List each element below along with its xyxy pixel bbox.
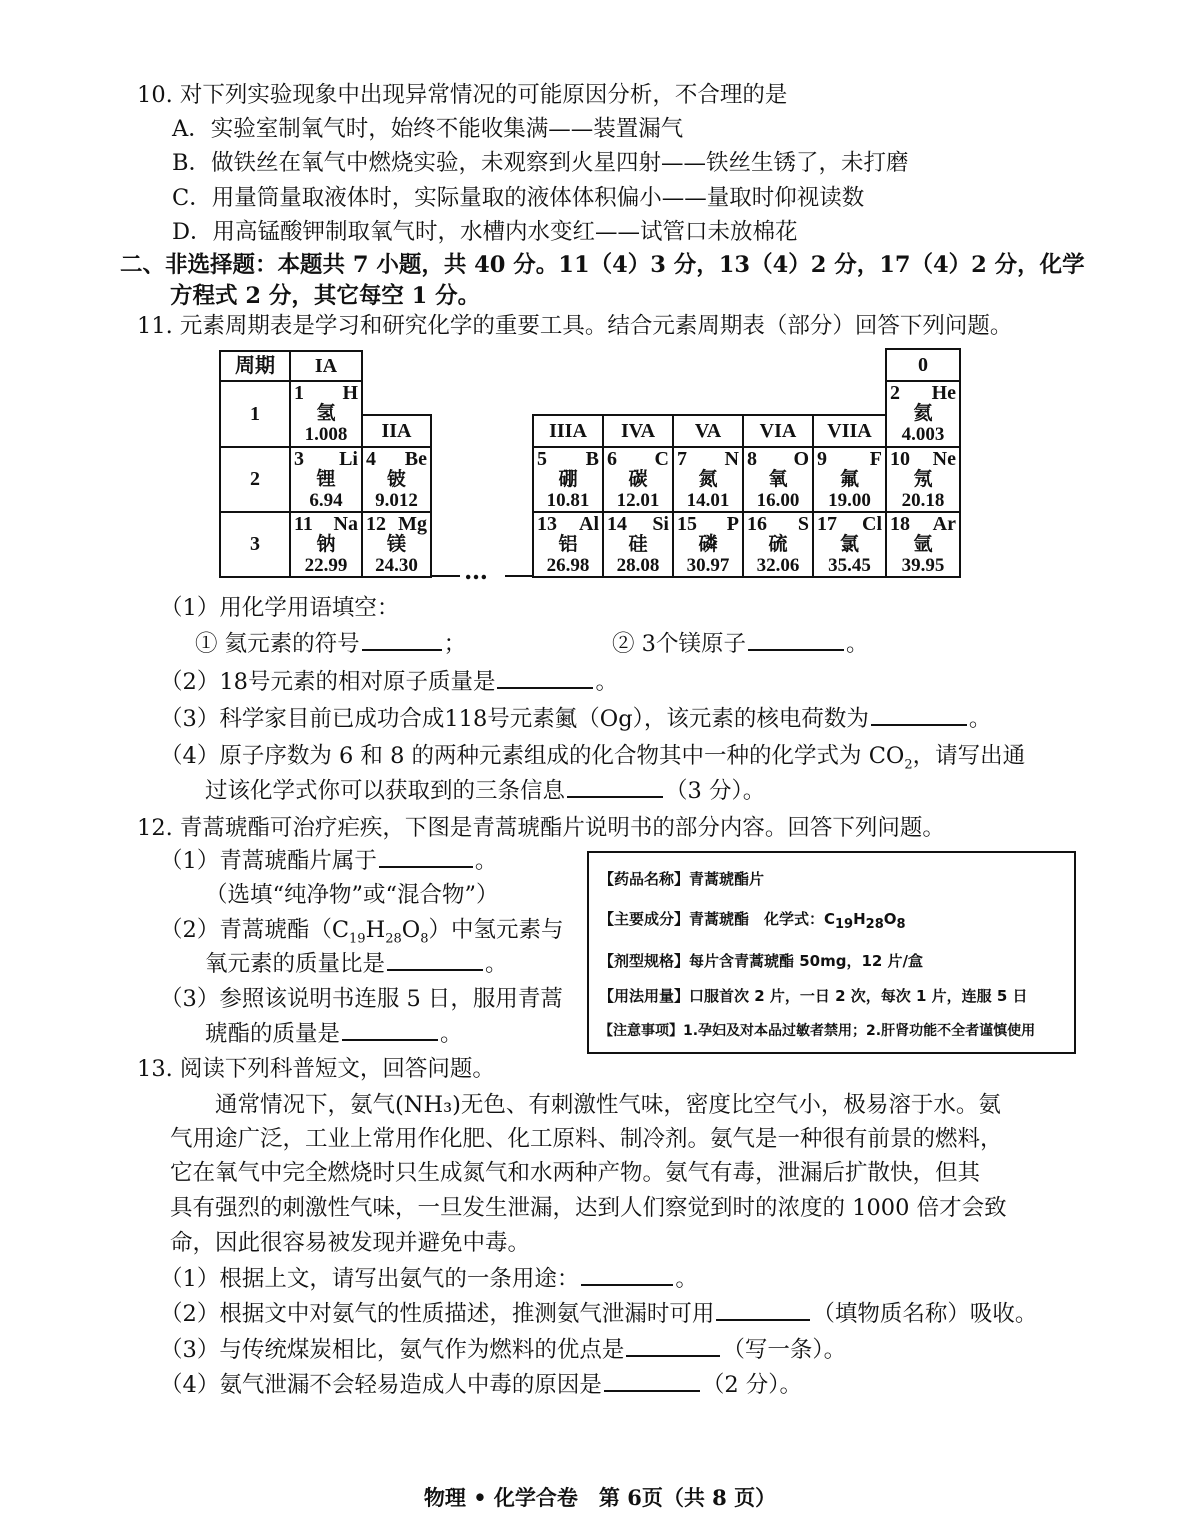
q11-part1a: ① 氦元素的符号 ； xyxy=(195,631,467,657)
period-label-3: 3 xyxy=(219,511,291,578)
element-symbol: He xyxy=(931,382,956,404)
element-symbol: Ne xyxy=(932,448,956,470)
q11-part2: （2）18号元素的相对原子质量是 。 xyxy=(160,669,618,695)
answer-blank[interactable] xyxy=(581,1264,673,1286)
element-mass: 16.00 xyxy=(756,490,800,511)
element-cell-mg xyxy=(361,511,432,578)
leaflet-drug-name: 【药品名称】青蒿琥酯片 xyxy=(599,870,765,888)
element-symbol: N xyxy=(724,448,739,470)
element-name: 硫 xyxy=(768,534,788,555)
group-header-iia: IIA xyxy=(361,414,432,448)
element-name: 氢 xyxy=(316,403,336,424)
element-mass: 20.18 xyxy=(901,490,945,511)
element-name: 氯 xyxy=(839,534,859,555)
element-mass: 30.97 xyxy=(686,555,730,576)
q10-option-a: A．实验室制氧气时，始终不能收集满——装置漏气 xyxy=(172,116,684,142)
element-number: 17 xyxy=(817,513,837,535)
element-name: 磷 xyxy=(698,534,718,555)
page-footer: 物理 • 化学合卷 第 6页（共 8 页） xyxy=(423,1485,777,1510)
answer-blank[interactable] xyxy=(497,667,593,689)
element-cell-n xyxy=(672,446,744,513)
element-number: 14 xyxy=(607,513,627,535)
q13-part2: （2）根据文中对氨气的性质描述，推测氨气泄漏时可用 （填物质名称）吸收。 xyxy=(160,1301,1038,1327)
q11-part4-line2: 过该化学式你可以获取到的三条信息 （3 分）。 xyxy=(205,778,766,804)
element-number: 16 xyxy=(747,513,767,535)
element-symbol: Li xyxy=(339,448,358,470)
leaflet-dosage: 【用法用量】口服首次 2 片，一日 2 次，每次 1 片，连服 5 日 xyxy=(599,987,1028,1005)
q11-stem: 11. 元素周期表是学习和研究化学的重要工具。结合元素周期表（部分）回答下列问题。 xyxy=(137,313,1013,339)
q10-option-c: C．用量筒量取液体时，实际量取的液体体积偏小——量取时仰视读数 xyxy=(172,185,865,211)
leaflet-notes: 【注意事项】1.孕妇及对本品过敏者禁用；2.肝肾功能不全者谨慎使用 xyxy=(599,1023,1036,1039)
element-symbol: P xyxy=(726,513,739,535)
element-cell-f xyxy=(812,446,887,513)
period-header: 周期 xyxy=(219,350,291,382)
element-mass: 4.003 xyxy=(901,424,945,445)
element-number: 6 xyxy=(607,448,617,470)
group-header-ia: IA xyxy=(289,350,363,382)
element-symbol: S xyxy=(797,513,809,535)
element-symbol: Cl xyxy=(862,513,882,535)
q11-part3: （3）科学家目前已成功合成118号元素鿫（Og），该元素的核电荷数为 。 xyxy=(160,706,992,732)
element-name: 锂 xyxy=(316,469,336,490)
element-number: 9 xyxy=(817,448,827,470)
element-mass: 10.81 xyxy=(546,490,590,511)
section2-title-line1: 二、非选择题：本题共 7 小题，共 40 分。11（4）3 分，13（4）2 分，17（4）2 分，化学 xyxy=(120,252,1085,278)
q10-option-b: B．做铁丝在氧气中燃烧实验，未观察到火星四射——铁丝生锈了，未打磨 xyxy=(172,150,909,176)
element-number: 18 xyxy=(890,513,910,535)
element-name: 铍 xyxy=(386,469,406,490)
answer-blank[interactable] xyxy=(362,629,442,651)
answer-blank[interactable] xyxy=(567,776,663,798)
group-header-via: VIA xyxy=(742,414,814,448)
answer-blank[interactable] xyxy=(626,1335,720,1357)
element-symbol: Ar xyxy=(932,513,956,535)
answer-blank[interactable] xyxy=(604,1370,700,1392)
element-mass: 26.98 xyxy=(546,555,590,576)
element-cell-cl xyxy=(812,511,887,578)
q10-option-d: D．用高锰酸钾制取氧气时，水槽内水变红——试管口未放棉花 xyxy=(172,219,798,245)
element-name: 氧 xyxy=(768,469,788,490)
element-cell-he xyxy=(885,380,961,448)
element-mass: 9.012 xyxy=(375,490,418,511)
table-gap-line-right xyxy=(505,575,534,577)
element-number: 15 xyxy=(677,513,697,535)
q13-paragraph-line4: 具有强烈的刺激性气味，一旦发生泄漏，达到人们察觉到时的浓度的 1000 倍才会致 xyxy=(170,1195,1007,1221)
element-symbol: Si xyxy=(652,513,669,535)
q13-part3: （3）与传统煤炭相比，氨气作为燃料的优点是 （写一条）。 xyxy=(160,1337,847,1363)
answer-blank[interactable] xyxy=(716,1299,810,1321)
element-cell-si xyxy=(602,511,674,578)
element-name: 碳 xyxy=(628,469,648,490)
leaflet-spec: 【剂型规格】每片含青蒿琥酯 50mg，12 片/盒 xyxy=(599,952,924,970)
element-mass: 24.30 xyxy=(375,555,418,576)
element-number: 11 xyxy=(294,513,313,535)
q12-part2-line1: （2）青蒿琥酯$(C_{19}H_{28}O_8)$中氢元素与 xyxy=(160,917,564,947)
group-header-va: VA xyxy=(672,414,744,448)
q13-part4: （4）氨气泄漏不会轻易造成人中毒的原因是 （2 分）。 xyxy=(160,1372,803,1398)
answer-blank[interactable] xyxy=(342,1019,438,1041)
q13-stem: 13. 阅读下列科普短文，回答问题。 xyxy=(137,1056,495,1082)
element-name: 氩 xyxy=(913,534,933,555)
element-cell-ne xyxy=(885,446,961,513)
element-name: 氖 xyxy=(913,469,933,490)
q11-part4-line1: （4）原子序数为 6 和 8 的两种元素组成的化合物其中一种的化学式为 $CO_2$，请写出通 xyxy=(160,743,1026,773)
element-name: 氟 xyxy=(839,469,859,490)
group-header-iiia: IIIA xyxy=(532,414,604,448)
element-name: 钠 xyxy=(316,534,336,555)
element-number: 10 xyxy=(890,448,910,470)
element-cell-p xyxy=(672,511,744,578)
period-label-1: 1 xyxy=(219,380,291,448)
section2-title-line2: 方程式 2 分，其它每空 1 分。 xyxy=(170,283,481,309)
element-mass: 35.45 xyxy=(828,555,871,576)
element-mass: 14.01 xyxy=(686,490,730,511)
q13-part1: （1）根据上文，请写出氨气的一条用途： 。 xyxy=(160,1266,698,1292)
element-symbol: C xyxy=(654,448,669,470)
element-cell-c xyxy=(602,446,674,513)
element-mass: 39.95 xyxy=(901,555,945,576)
answer-blank[interactable] xyxy=(871,704,967,726)
q11-part1: （1）用化学用语填空： xyxy=(160,595,400,621)
element-number: 2 xyxy=(890,382,900,404)
element-cell-be xyxy=(361,446,432,513)
q12-part3-line2: 琥酯的质量是 。 xyxy=(205,1021,463,1047)
element-symbol: O xyxy=(793,448,809,470)
q12-part3-line1: （3）参照该说明书连服 5 日，服用青蒿 xyxy=(160,986,563,1012)
element-symbol: Al xyxy=(579,513,599,535)
q11-part1b: ② 3个镁原子 。 xyxy=(612,631,869,657)
element-name: 氮 xyxy=(698,469,718,490)
element-mass: 12.01 xyxy=(616,490,660,511)
element-number: 3 xyxy=(294,448,304,470)
element-name: 硅 xyxy=(628,534,648,555)
element-name: 铝 xyxy=(558,534,578,555)
q13-paragraph-line3: 它在氧气中完全燃烧时只生成氮气和水两种产物。氨气有毒，泄漏后扩散快，但其 xyxy=(170,1160,981,1186)
element-cell-h xyxy=(289,380,363,448)
element-mass: 22.99 xyxy=(304,555,348,576)
drug-leaflet xyxy=(587,851,1076,1054)
table-gap-line-left xyxy=(430,575,460,577)
element-mass: 32.06 xyxy=(756,555,800,576)
answer-blank[interactable] xyxy=(748,629,844,651)
element-cell-na xyxy=(289,511,363,578)
element-mass: 6.94 xyxy=(309,490,343,511)
leaflet-ingredient: 【主要成分】青蒿琥酯 化学式：$C_{19}H_{28}O_8$ xyxy=(599,910,906,932)
q12-stem: 12. 青蒿琥酯可治疗疟疾，下图是青蒿琥酯片说明书的部分内容。回答下列问题。 xyxy=(137,815,945,841)
q13-paragraph-line1: 通常情况下，氨气(NH₃)无色、有刺激性气味，密度比空气小，极易溶于水。氨 xyxy=(215,1092,1001,1118)
element-symbol: Na xyxy=(333,513,358,535)
q13-paragraph-line5: 命，因此很容易被发现并避免中毒。 xyxy=(170,1230,531,1256)
element-cell-ar xyxy=(885,511,961,578)
q13-paragraph-line2: 气用途广泛，工业上常用作化肥、化工原料、制冷剂。氨气是一种很有前景的燃料， xyxy=(170,1126,1003,1152)
element-number: 4 xyxy=(366,448,376,470)
element-cell-li xyxy=(289,446,363,513)
element-cell-s xyxy=(742,511,814,578)
element-cell-o xyxy=(742,446,814,513)
period-label-2: 2 xyxy=(219,446,291,513)
element-name: 硼 xyxy=(558,469,578,490)
element-name: 氦 xyxy=(913,403,933,424)
element-symbol: Mg xyxy=(398,513,427,535)
answer-blank[interactable] xyxy=(379,846,473,868)
element-symbol: Be xyxy=(404,448,427,470)
group-header-viia: VIIA xyxy=(812,414,887,448)
element-mass: 1.008 xyxy=(304,424,348,445)
q12-part1: （1）青蒿琥酯片属于 。 xyxy=(160,848,498,874)
element-number: 12 xyxy=(366,513,386,535)
element-symbol: B xyxy=(585,448,599,470)
element-mass: 19.00 xyxy=(828,490,871,511)
element-cell-b xyxy=(532,446,604,513)
element-number: 7 xyxy=(677,448,687,470)
answer-blank[interactable] xyxy=(387,949,483,971)
group-header-0: 0 xyxy=(885,348,961,382)
element-symbol: H xyxy=(342,382,358,404)
element-number: 1 xyxy=(294,382,304,404)
group-header-iva: IVA xyxy=(602,414,674,448)
element-cell-al xyxy=(532,511,604,578)
table-ellipsis: … xyxy=(464,556,488,585)
element-number: 5 xyxy=(537,448,547,470)
element-number: 13 xyxy=(537,513,557,535)
element-name: 镁 xyxy=(386,534,406,555)
element-number: 8 xyxy=(747,448,757,470)
q12-part1-hint: （选填“纯净物”或“混合物”） xyxy=(205,882,499,908)
q12-part2-line2: 氧元素的质量比是 。 xyxy=(205,951,508,977)
element-symbol: F xyxy=(869,448,882,470)
element-mass: 28.08 xyxy=(616,555,660,576)
q10-stem: 10. 对下列实验现象中出现异常情况的可能原因分析，不合理的是 xyxy=(137,82,788,108)
